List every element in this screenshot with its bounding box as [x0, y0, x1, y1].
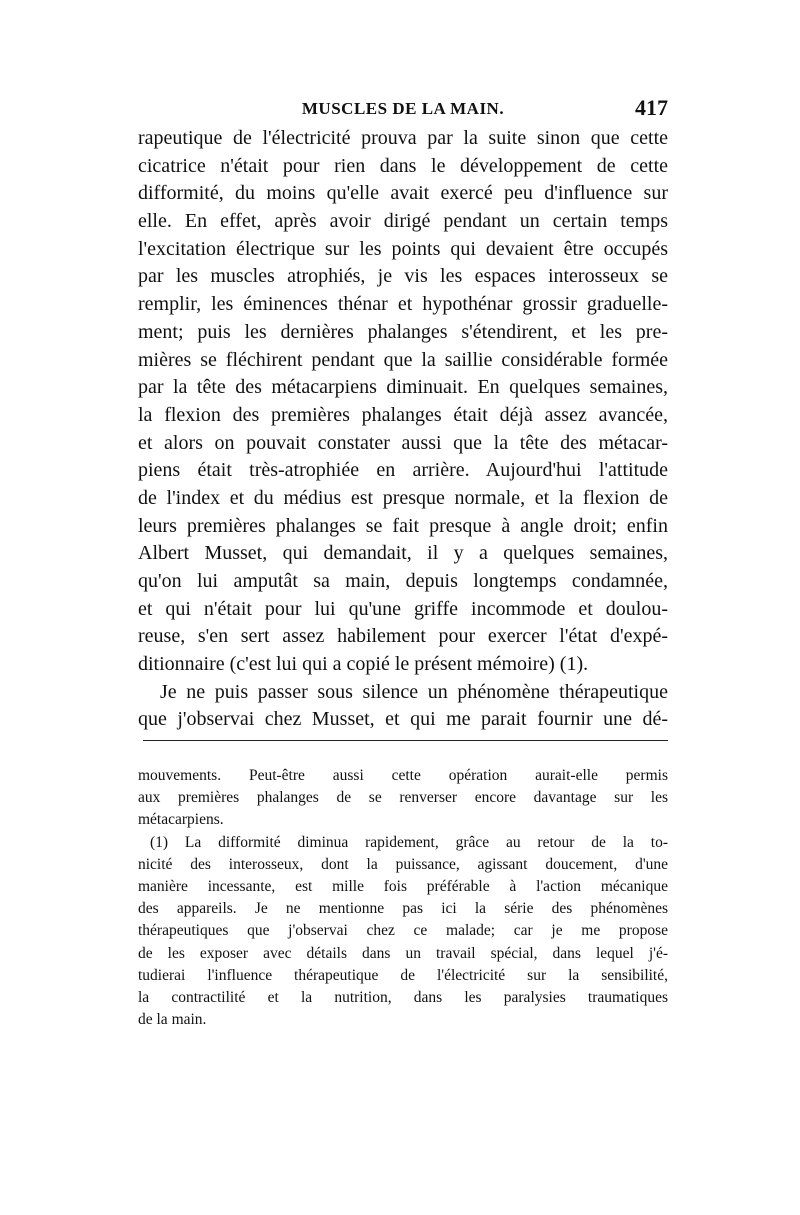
text-line: ditionnaire (c'est lui qui a copié le présent mémoire) (1).	[138, 653, 589, 676]
text-line: mières se fléchirent pendant que la saillie considérable formée	[138, 348, 668, 371]
text-line: par les muscles atrophiés, je vis les espaces interosseux se	[138, 265, 668, 288]
text-line: qu'on lui amputât sa main, depuis longtemps condamnée,	[138, 570, 668, 592]
footnotes	[138, 765, 668, 1031]
footnote-line: de la main.	[138, 1011, 207, 1029]
page-number: 417	[635, 95, 668, 120]
footnote-divider	[143, 740, 668, 741]
footnote-line: tudierai l'influence thérapeutique de l'électricité sur la sensibilité,	[138, 966, 668, 984]
body-text	[138, 125, 668, 734]
text-line: de l'index et du médius est presque normale, et la flexion de	[138, 486, 668, 509]
running-title: MUSCLES DE LA MAIN.	[301, 99, 505, 118]
text-line: leurs premières phalanges se fait presque à angle droit; enfin	[138, 514, 668, 537]
footnote-line: thérapeutiques que j'observai chez ce malade; car je me propose	[138, 922, 668, 940]
text-line: ment; puis les dernières phalanges s'étendirent, et les pre-	[138, 320, 668, 343]
footnote-line: mouvements. Peut-être aussi cette opération aurait-elle permis	[138, 767, 668, 784]
text-line: piens était très-atrophiée en arrière. Aujourd'hui l'attitude	[138, 459, 668, 482]
text-line: que j'observai chez Musset, et qui me parait fournir une dé-	[138, 708, 668, 731]
text-line: elle. En effet, après avoir dirigé pendant un certain temps	[138, 210, 668, 233]
text-line: Albert Musset, qui demandait, il y a quelques semaines,	[138, 542, 668, 565]
text-line: remplir, les éminences thénar et hypothénar grossir graduelle-	[138, 293, 668, 316]
text-line: Je ne puis passer sous silence un phénomène thérapeutique	[160, 680, 668, 703]
footnote-line: métacarpiens.	[138, 811, 224, 829]
text-line: rapeutique de l'électricité prouva par la suite sinon que cette	[138, 127, 668, 149]
footnote-line: nicité des interosseux, dont la puissance, agissant doucement, d'une	[138, 855, 668, 873]
running-head	[138, 95, 668, 123]
footnote-line: aux premières phalanges de se renverser encore davantage sur les	[138, 789, 668, 807]
footnote-line: des appareils. Je ne mentionne pas ici la série des phénomènes	[138, 900, 668, 918]
text-line: et alors on pouvait constater aussi que la tête des métacar-	[138, 431, 668, 454]
footnote-line: la contractilité et la nutrition, dans les paralysies traumatiques	[138, 988, 668, 1006]
text-line: difformité, du moins qu'elle avait exercé peu d'influence sur	[138, 182, 668, 205]
text-line: cicatrice n'était pour rien dans le développement de cette	[138, 154, 668, 177]
text-line: par la tête des métacarpiens diminuait. En quelques semaines,	[138, 376, 668, 399]
footnote-line: de les exposer avec détails dans un travail spécial, dans lequel j'é-	[138, 944, 668, 962]
footnote-line: (1) La difformité diminua rapidement, grâce au retour de la to-	[150, 833, 668, 851]
text-line: la flexion des premières phalanges était déjà assez avancée,	[138, 403, 668, 426]
footnote-line: manière incessante, est mille fois préférable à l'action mécanique	[138, 877, 668, 895]
text-line: l'excitation électrique sur les points qui devaient être occupés	[138, 237, 668, 260]
text-line: reuse, s'en sert assez habilement pour exercer l'état d'expé-	[138, 625, 668, 648]
text-line: et qui n'était pour lui qu'une griffe incommode et doulou-	[138, 597, 668, 620]
